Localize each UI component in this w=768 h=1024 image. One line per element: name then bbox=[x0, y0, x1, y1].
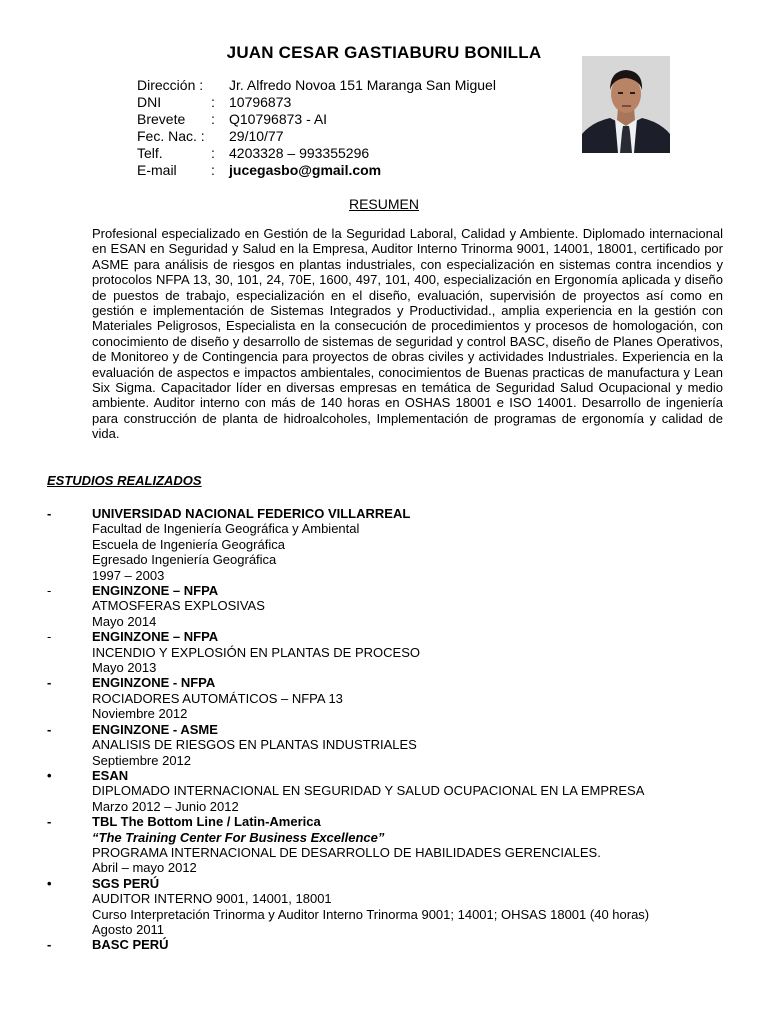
study-detail: Septiembre 2012 bbox=[92, 752, 192, 768]
personal-info bbox=[137, 77, 496, 179]
bullet-marker: - bbox=[47, 675, 52, 691]
info-row bbox=[137, 94, 496, 111]
study-entry bbox=[47, 583, 727, 629]
summary-text: Profesional especializado en Gestión de la Seguridad Laboral, Calidad y Ambiente. Diplomado internacional en ESAN en Seguridad y Salud en la Empresa, Auditor Interno Trinorma 9001, 14001, 18001, certificado por ASME para análisis de riesgos en plantas industriales, con especialización en sistemas contra incendios y protocolos NFPA 13, 30, 101, 24, 70E, 1600, 497, 101, 400, especialización en Ergonomía aplicada y diseño de puestos de trabajo, especialización en el diseño, evaluación, supervisión de proyectos así como en gestión e implementación de Sistemas Integrados y Productividad., amplia experiencia en la gestión con Materiales Peligrosos, Especialista en la consecución de procedimientos y procesos de homologación, con conocimiento de diseño y desarrollo de sistemas de seguridad y control BASC, diseño de Planes Operativos, de Monitoreo y de Contingencia para proyectos de obras civiles y actividades Industriales. Experiencia en la evaluación de aspectos e impactos ambientales, conocimientos de Buenas practicas de manufactura y Lean Six Sigma. Capacitador líder en diversas empresas en temática de Seguridad Salud Ocupacional y medio ambiente. Auditor interno con más de 140 horas en OSHAS 18001 e ISO 14001. Desarrollo de ingeniería para construcción de planta de hidroalcoholes, Implementación de programas de ergonomía y calidad de vida. bbox=[92, 226, 723, 442]
info-separator: : bbox=[211, 162, 215, 178]
study-lines bbox=[92, 722, 727, 768]
info-separator: : bbox=[211, 111, 215, 127]
summary-title: RESUMEN bbox=[348, 196, 419, 212]
portrait-image bbox=[582, 56, 670, 153]
bullet-marker: - bbox=[47, 506, 52, 521]
info-label: E-mail bbox=[137, 162, 177, 178]
info-separator: : bbox=[211, 94, 215, 110]
info-label: Brevete bbox=[137, 111, 186, 127]
study-entry bbox=[47, 675, 727, 721]
profile-photo bbox=[582, 56, 670, 153]
study-entry bbox=[47, 722, 727, 768]
study-detail: PROGRAMA INTERNACIONAL DE DESARROLLO DE HABILIDADES GERENCIALES. bbox=[92, 844, 601, 860]
study-detail: DIPLOMADO INTERNACIONAL EN SEGURIDAD Y SALUD OCUPACIONAL EN LA EMPRESA bbox=[92, 783, 645, 799]
info-value: Q10796873 - AI bbox=[229, 111, 328, 127]
info-label: Dirección : bbox=[137, 77, 204, 93]
study-detail: Marzo 2012 – Junio 2012 bbox=[92, 798, 239, 814]
bullet-marker: - bbox=[47, 937, 52, 953]
study-institution: ENGINZONE - NFPA bbox=[92, 675, 216, 691]
studies-list bbox=[47, 506, 727, 953]
study-lines bbox=[92, 583, 727, 629]
study-lines bbox=[92, 768, 727, 814]
study-entry bbox=[47, 506, 727, 583]
bullet-marker: - bbox=[47, 814, 52, 830]
info-row bbox=[137, 162, 496, 179]
info-row bbox=[137, 145, 496, 162]
study-detail: Agosto 2011 bbox=[92, 921, 165, 937]
info-row bbox=[137, 128, 496, 145]
study-institution: ENGINZONE - ASME bbox=[92, 721, 218, 737]
study-entry bbox=[47, 629, 727, 675]
bullet-marker: • bbox=[47, 767, 52, 783]
study-lines bbox=[92, 629, 727, 675]
study-detail: Noviembre 2012 bbox=[92, 706, 188, 722]
studies-title: ESTUDIOS REALIZADOS bbox=[47, 473, 202, 488]
study-lines bbox=[92, 937, 727, 952]
study-lines bbox=[92, 675, 727, 721]
study-lines bbox=[92, 506, 727, 583]
study-detail: Abril – mayo 2012 bbox=[92, 860, 197, 876]
study-lines bbox=[92, 876, 727, 938]
bullet-marker: - bbox=[47, 721, 52, 737]
info-label: Telf. bbox=[137, 145, 163, 161]
info-label: DNI bbox=[137, 94, 162, 110]
study-institution: ENGINZONE – NFPA bbox=[92, 629, 219, 645]
study-entry bbox=[47, 876, 727, 938]
info-separator: : bbox=[211, 145, 215, 161]
bullet-marker: - bbox=[47, 629, 52, 645]
info-row bbox=[137, 77, 496, 94]
study-entry bbox=[47, 937, 727, 952]
study-detail: Facultad de Ingeniería Geográfica y Ambiental bbox=[92, 521, 360, 537]
study-detail: ANALISIS DE RIESGOS EN PLANTAS INDUSTRIALES bbox=[92, 737, 417, 753]
info-label: Fec. Nac. : bbox=[137, 128, 205, 144]
info-row bbox=[137, 111, 496, 128]
bullet-marker: • bbox=[47, 875, 52, 891]
study-detail: Mayo 2014 bbox=[92, 613, 157, 629]
study-detail: ATMOSFERAS EXPLOSIVAS bbox=[92, 598, 265, 614]
info-value: 10796873 bbox=[229, 94, 292, 110]
study-institution: SGS PERÚ bbox=[92, 875, 160, 891]
study-institution: UNIVERSIDAD NACIONAL FEDERICO VILLARREAL bbox=[92, 506, 411, 521]
study-institution: BASC PERÚ bbox=[92, 937, 169, 953]
study-lines bbox=[92, 814, 727, 876]
info-separator bbox=[211, 77, 229, 94]
candidate-name: JUAN CESAR GASTIABURU BONILLA bbox=[226, 43, 542, 62]
study-detail: 1997 – 2003 bbox=[92, 567, 165, 583]
study-detail: Curso Interpretación Trinorma y Auditor Interno Trinorma 9001; 14001; OHSAS 18001 (40 horas) bbox=[92, 906, 650, 922]
bullet-marker: - bbox=[47, 583, 52, 599]
info-value: Jr. Alfredo Novoa 151 Maranga San Miguel bbox=[229, 77, 496, 93]
study-detail: Mayo 2013 bbox=[92, 660, 157, 676]
study-entry bbox=[47, 768, 727, 814]
study-detail: Egresado Ingeniería Geográfica bbox=[92, 552, 277, 568]
study-entry bbox=[47, 814, 727, 876]
study-detail: ROCIADORES AUTOMÁTICOS – NFPA 13 bbox=[92, 690, 343, 706]
info-value: 4203328 – 993355296 bbox=[229, 145, 370, 161]
info-separator bbox=[211, 128, 229, 145]
study-institution: ENGINZONE – NFPA bbox=[92, 583, 219, 599]
study-detail: Escuela de Ingeniería Geográfica bbox=[92, 536, 285, 552]
study-detail: INCENDIO Y EXPLOSIÓN EN PLANTAS DE PROCESO bbox=[92, 644, 420, 660]
study-detail: AUDITOR INTERNO 9001, 14001, 18001 bbox=[92, 891, 332, 907]
info-value: 29/10/77 bbox=[229, 128, 284, 144]
study-institution: TBL The Bottom Line / Latin-America bbox=[92, 814, 321, 830]
info-value: jucegasbo@gmail.com bbox=[229, 162, 382, 178]
study-institution: ESAN bbox=[92, 767, 129, 783]
study-subtitle: “The Training Center For Business Excellence” bbox=[92, 829, 385, 845]
